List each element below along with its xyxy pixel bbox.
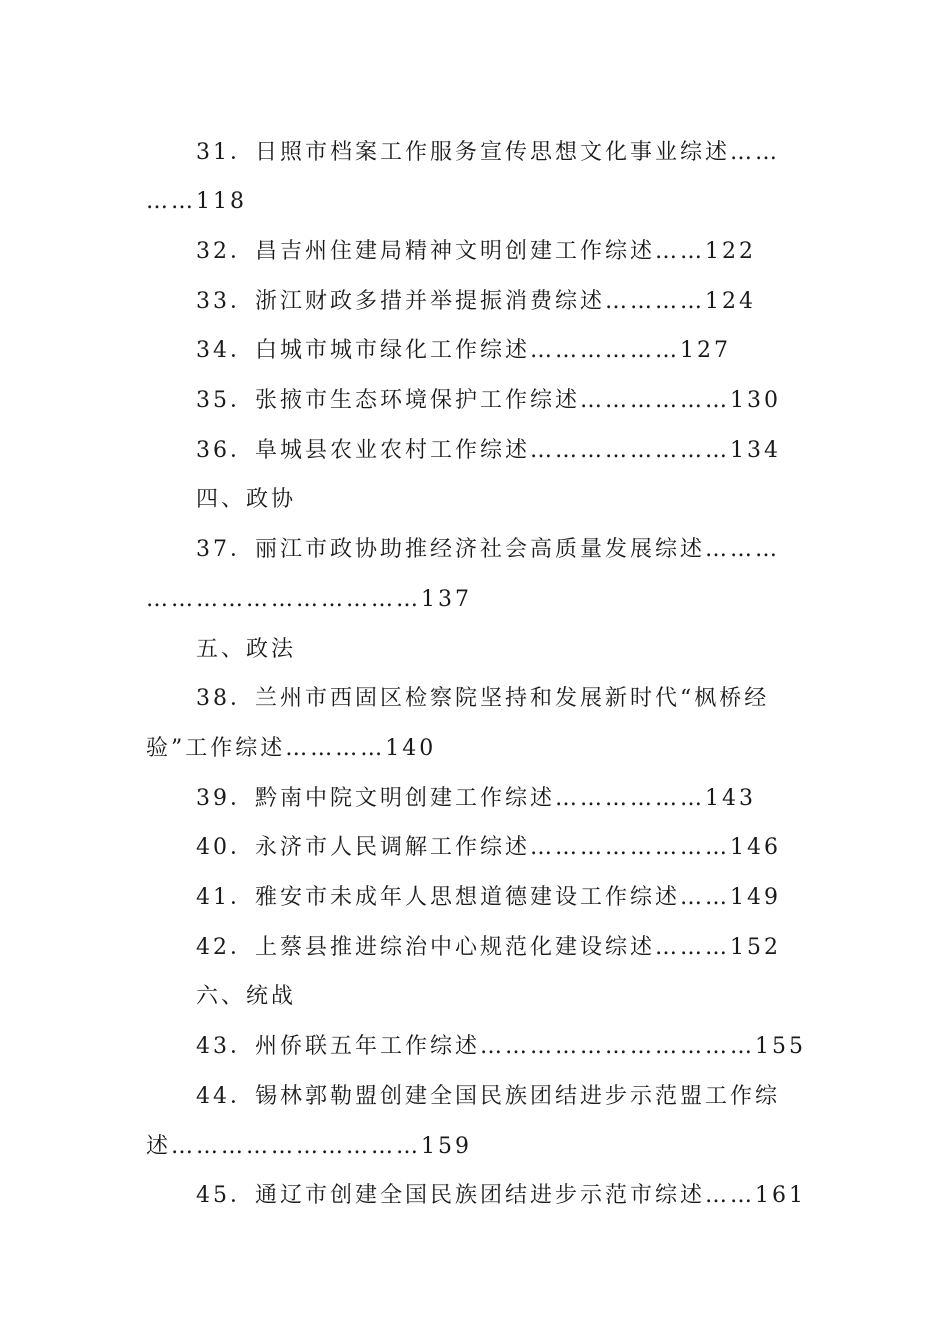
toc-entry-41: 41．雅安市未成年人思想道德建设工作综述……149 (196, 885, 781, 910)
toc-entry-37: 37．丽江市政协助推经济社会高质量发展综述……… (196, 537, 780, 562)
toc-entry-31: 31．日照市档案工作服务宣传思想文化事业综述…… (196, 140, 780, 165)
toc-entry-38-cont: 验”工作综述…………140 (146, 736, 437, 761)
toc-entry-38: 38．兰州市西固区检察院坚持和发展新时代“枫桥经 (196, 686, 770, 711)
section-heading-law: 五、政法 (196, 637, 297, 662)
toc-entry-35: 35．张掖市生态环境保护工作综述………………130 (196, 388, 781, 413)
toc-entry-45: 45．通辽市创建全国民族团结进步示范市综述……161 (196, 1183, 806, 1208)
toc-entry-36: 36．阜城县农业农村工作综述……………………134 (196, 438, 781, 463)
section-heading-united-front: 六、统战 (196, 984, 297, 1009)
toc-entry-44: 44．锡林郭勒盟创建全国民族团结进步示范盟工作综 (196, 1084, 780, 1109)
toc-entry-39: 39．黔南中院文明创建工作综述………………143 (196, 786, 756, 811)
toc-entry-42: 42．上蔡县推进综治中心规范化建设综述………152 (196, 935, 781, 960)
toc-entry-43: 43．州侨联五年工作综述……………………………155 (196, 1034, 806, 1059)
toc-entry-37-page: ……………………………137 (146, 587, 472, 612)
toc-entry-40: 40．永济市人民调解工作综述……………………146 (196, 835, 781, 860)
section-heading-cppcc: 四、政协 (196, 487, 297, 512)
toc-entry-44-cont: 述…………………………159 (146, 1134, 472, 1159)
toc-entry-33: 33．浙江财政多措并举提振消费综述…………124 (196, 289, 756, 314)
toc-entry-34: 34．白城市城市绿化工作综述………………127 (196, 338, 731, 363)
toc-entry-32: 32．昌吉州住建局精神文明创建工作综述……122 (196, 239, 756, 264)
toc-entry-31-page: ……118 (146, 189, 247, 214)
